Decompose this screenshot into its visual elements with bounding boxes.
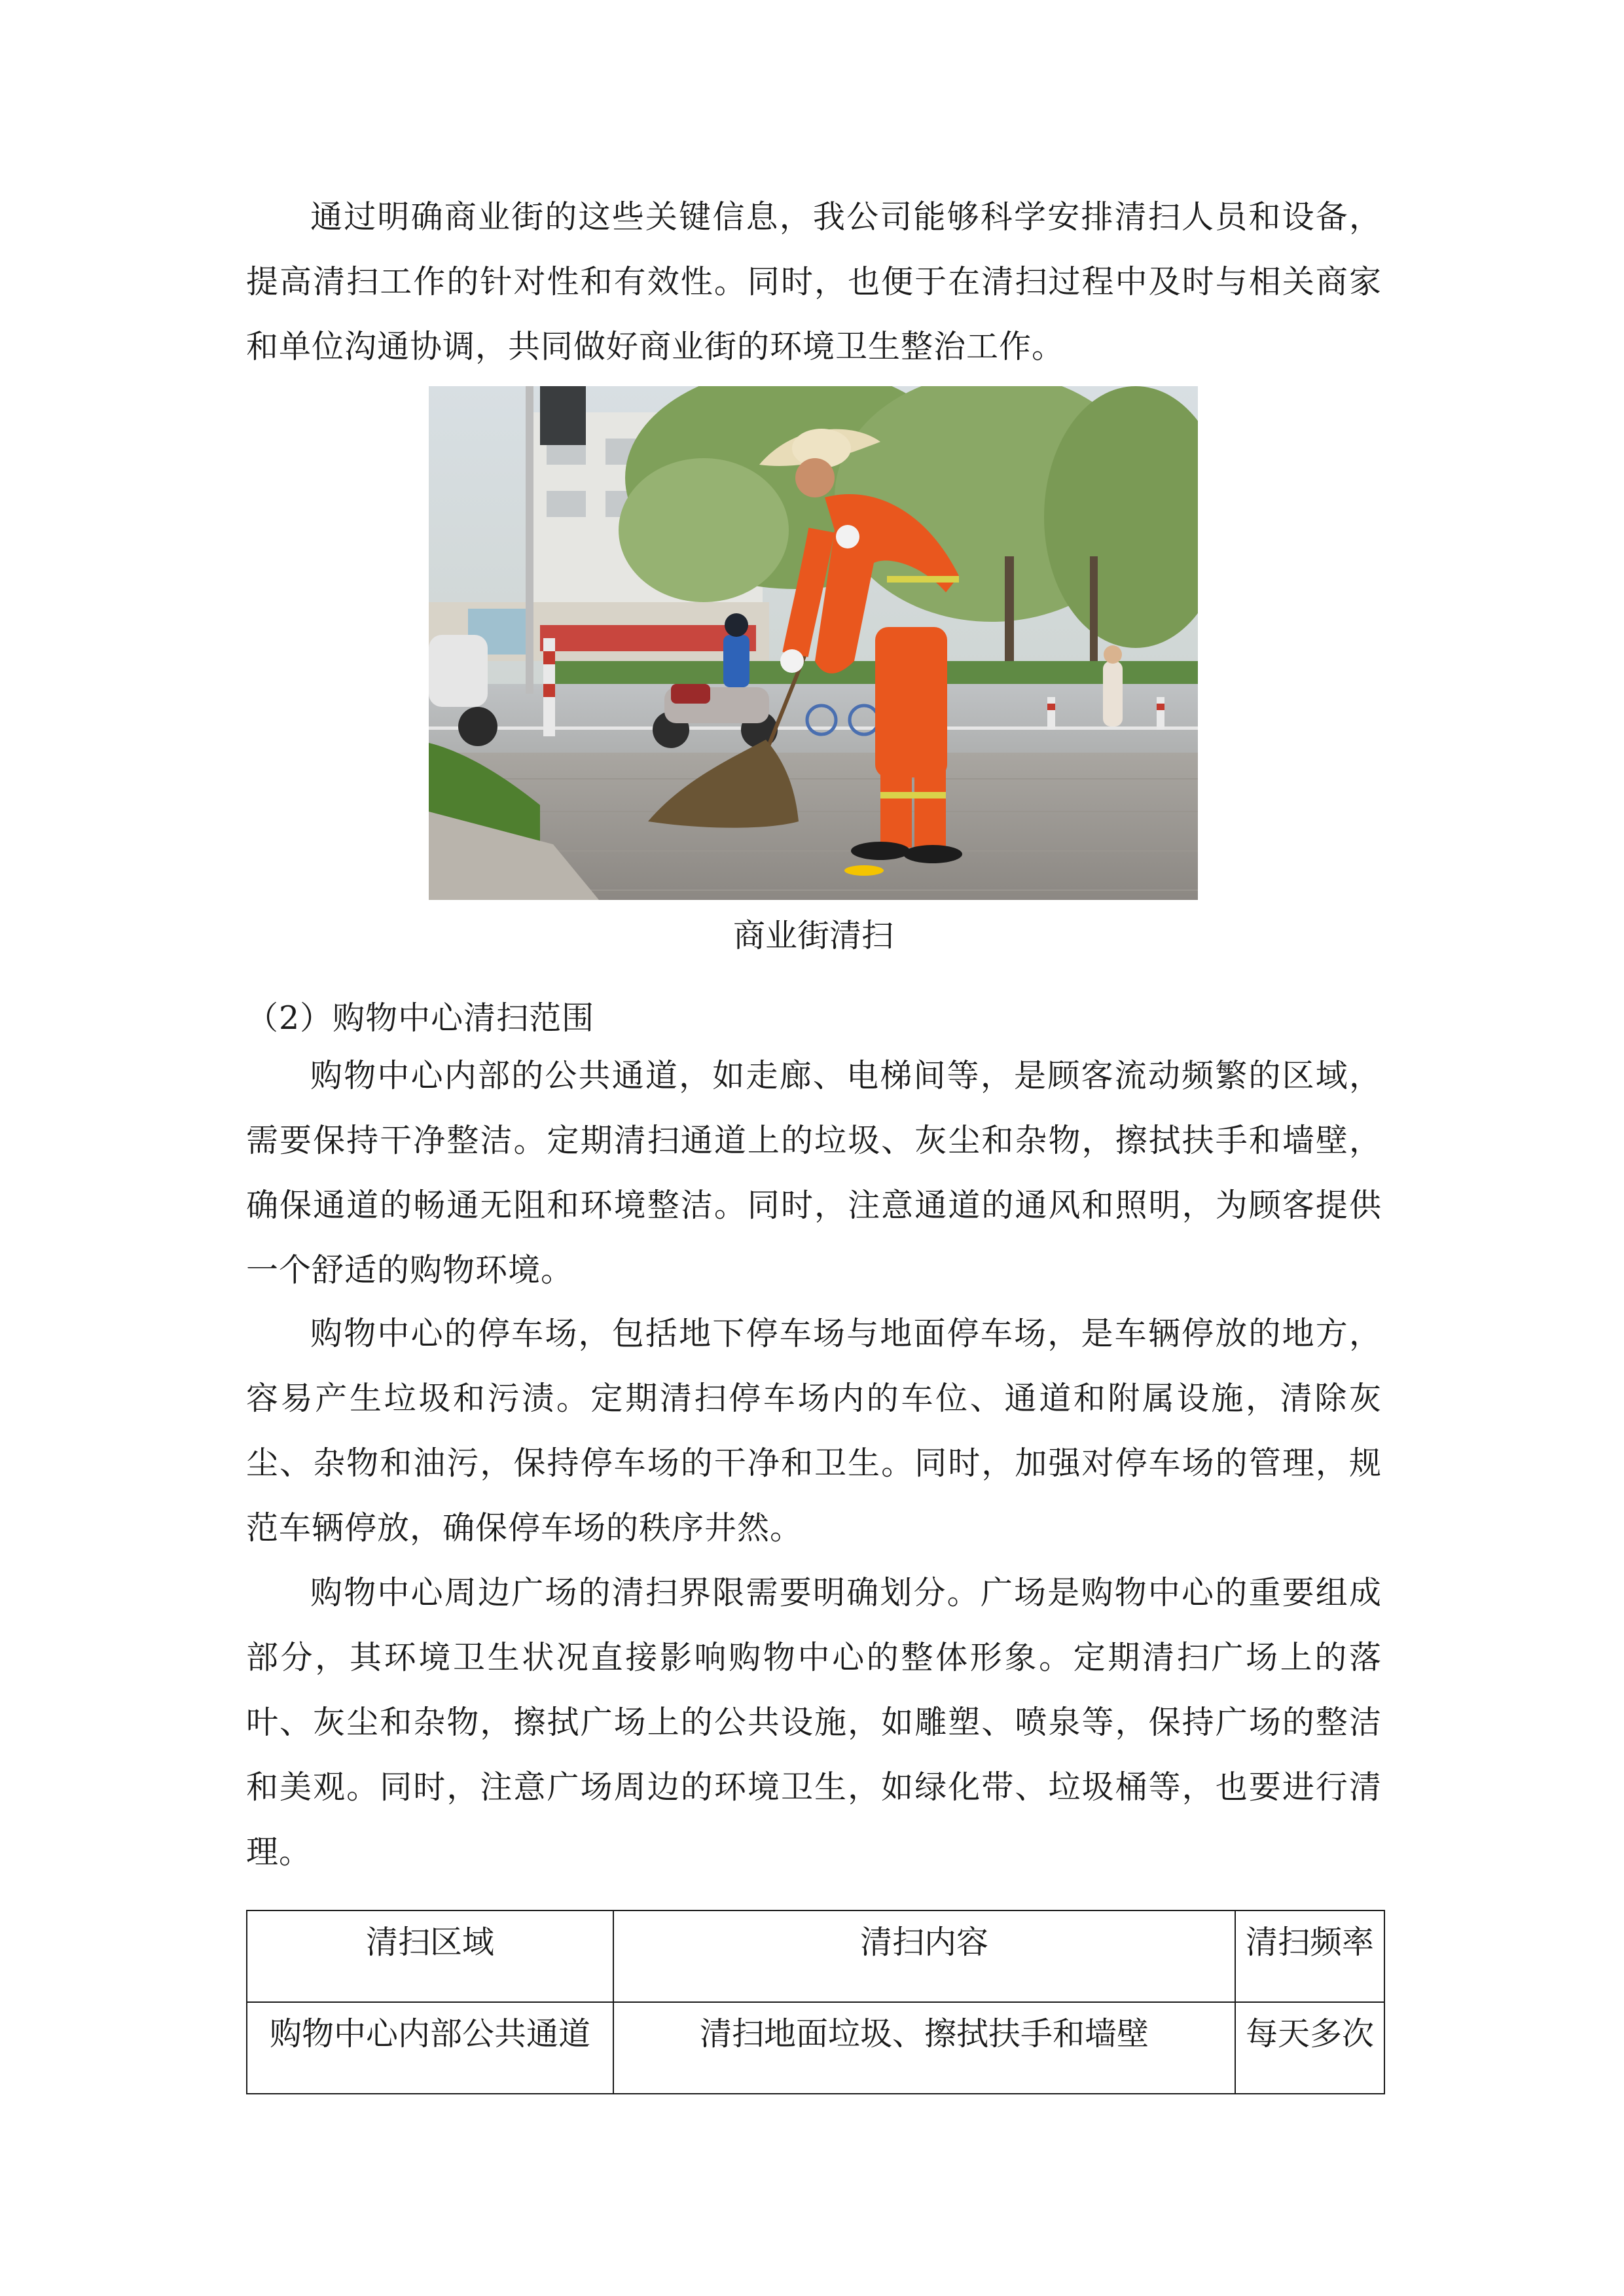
figure-caption: 商业街清扫	[732, 917, 893, 954]
table-cell: 清扫地面垃圾、擦拭扶手和墙壁	[613, 2002, 1235, 2094]
table-row	[247, 2002, 1384, 2094]
section-heading: （2）购物中心清扫范围	[246, 999, 595, 1037]
paragraph-intro: 通过明确商业街的这些关键信息，我公司能够科学安排清扫人员和设备，提高清扫工作的针对性和有效性。同时，也便于在清扫过程中及时与相关商家和单位沟通协调，共同做好商业街的环境卫生整治工作。	[246, 198, 1382, 365]
table-header-row	[247, 1910, 1384, 2002]
paragraph-parking: 购物中心的停车场，包括地下停车场与地面停车场，是车辆停放的地方，容易产生垃圾和污渍。定期清扫停车场内的车位、通道和附属设施，清除灰尘、杂物和油污，保持停车场的干净和卫生。同时，加强对停车场的管理，规范车辆停放，确保停车场的秩序井然。	[246, 1315, 1382, 1547]
table-cell: 每天多次	[1235, 2002, 1384, 2094]
cleaning-schedule-table	[246, 1910, 1385, 2094]
street-cleaning-photo	[429, 386, 1198, 900]
paragraph-plaza: 购物中心周边广场的清扫界限需要明确划分。广场是购物中心的重要组成部分，其环境卫生状况直接影响购物中心的整体形象。定期清扫广场上的落叶、灰尘和杂物，擦拭广场上的公共设施，如雕塑、喷泉等，保持广场的整洁和美观。同时，注意广场周边的环境卫生，如绿化带、垃圾桶等，也要进行清理。	[246, 1574, 1382, 1871]
header-cell-content: 清扫内容	[613, 1910, 1235, 2002]
header-cell-frequency: 清扫频率	[1235, 1910, 1384, 2002]
header-cell-area: 清扫区域	[247, 1910, 613, 2002]
paragraph-public-passages: 购物中心内部的公共通道，如走廊、电梯间等，是顾客流动频繁的区域，需要保持干净整洁。定期清扫通道上的垃圾、灰尘和杂物，擦拭扶手和墙壁，确保通道的畅通无阻和环境整洁。同时，注意通道的通风和照明，为顾客提供一个舒适的购物环境。	[246, 1057, 1382, 1289]
table-cell: 购物中心内部公共通道	[247, 2002, 613, 2094]
